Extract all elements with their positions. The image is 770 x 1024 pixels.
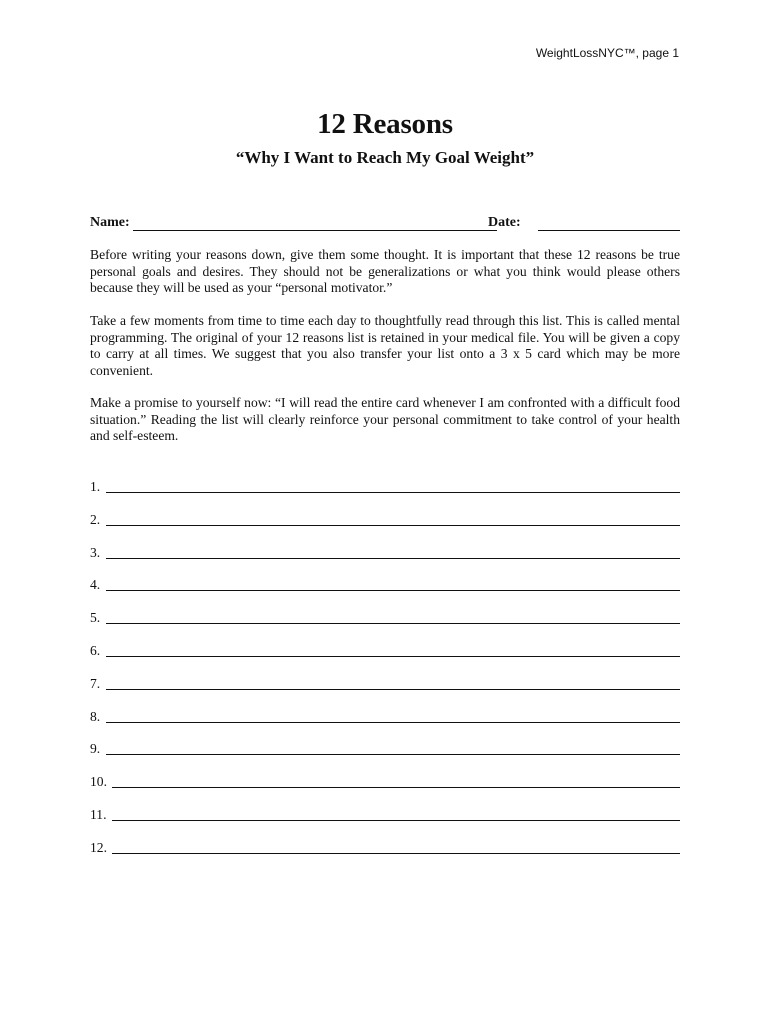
name-label: Name: bbox=[90, 215, 130, 230]
reason-number: 8. bbox=[90, 708, 101, 724]
reason-row-4 bbox=[90, 575, 680, 608]
reason-field-7[interactable] bbox=[106, 689, 680, 690]
reason-field-11[interactable] bbox=[112, 820, 680, 821]
instruction-paragraph-2: Take a few moments from time to time each day to thoughtfully read through this list. This is called mental programming. The original of your 12 reasons list is retained in your medical file. You will be given a copy to carry at all times. We suggest that you also transfer your list onto a 3 x 5 card which may be more convenient. bbox=[90, 313, 680, 378]
reason-field-5[interactable] bbox=[106, 623, 680, 624]
reason-field-9[interactable] bbox=[106, 754, 680, 755]
reason-row-11 bbox=[90, 805, 680, 838]
reason-number: 10. bbox=[90, 774, 107, 790]
reason-number: 11. bbox=[90, 806, 107, 822]
reason-field-1[interactable] bbox=[106, 492, 680, 493]
reason-row-9 bbox=[90, 739, 680, 772]
reason-row-5 bbox=[90, 608, 680, 641]
reason-number: 6. bbox=[90, 642, 101, 658]
name-date-row bbox=[90, 215, 680, 235]
reason-field-12[interactable] bbox=[112, 853, 680, 854]
reason-number: 1. bbox=[90, 479, 101, 494]
reason-row-7 bbox=[90, 674, 680, 707]
reason-field-6[interactable] bbox=[106, 656, 680, 657]
reason-field-8[interactable] bbox=[106, 722, 680, 723]
reason-field-10[interactable] bbox=[112, 787, 680, 788]
reason-row-2 bbox=[90, 510, 680, 543]
reason-field-2[interactable] bbox=[106, 525, 680, 526]
reasons-list bbox=[90, 477, 680, 871]
instruction-paragraph-3: Make a promise to yourself now: “I will read the entire card whenever I am confronted with a difficult food situation.” Reading the list will clearly reinforce your personal commitment to take control of your health and self-esteem. bbox=[90, 395, 680, 443]
reason-row-6 bbox=[90, 641, 680, 674]
reason-number: 9. bbox=[90, 741, 101, 757]
date-field[interactable] bbox=[538, 230, 680, 231]
reason-field-3[interactable] bbox=[106, 558, 680, 559]
reason-row-12 bbox=[90, 838, 680, 871]
reason-field-4[interactable] bbox=[106, 590, 680, 591]
date-label: Date: bbox=[488, 215, 521, 230]
reason-row-8 bbox=[90, 707, 680, 740]
reason-number: 4. bbox=[90, 577, 101, 593]
reason-number: 2. bbox=[90, 511, 101, 527]
reason-row-10 bbox=[90, 772, 680, 805]
reason-number: 7. bbox=[90, 675, 101, 691]
reason-number: 3. bbox=[90, 544, 101, 560]
reason-row-3 bbox=[90, 543, 680, 576]
name-field[interactable] bbox=[133, 230, 497, 231]
reason-number: 5. bbox=[90, 610, 101, 626]
reason-number: 12. bbox=[90, 839, 107, 855]
instruction-paragraph-1: Before writing your reasons down, give them some thought. It is important that these 12 reasons be true personal goals and desires. They should not be generalizations or what you think would please others because they will be used as your “personal motivator.” bbox=[90, 247, 680, 295]
document-subtitle: “Why I Want to Reach My Goal Weight” bbox=[235, 148, 535, 167]
page-header-label: WeightLossNYC™, page 1 bbox=[535, 46, 679, 60]
document-title: 12 Reasons bbox=[317, 108, 453, 140]
reason-row-1 bbox=[90, 477, 680, 510]
